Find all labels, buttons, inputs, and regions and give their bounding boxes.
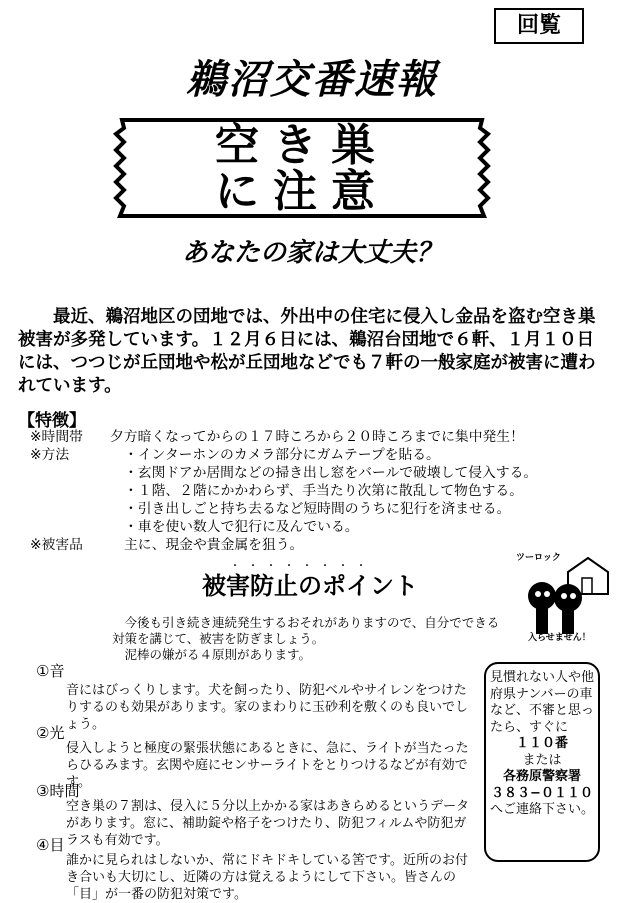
items-label: ※被害品 bbox=[30, 537, 83, 553]
police-phone-number: ３８３−０１１０ bbox=[491, 785, 593, 801]
method-item: ・引き出しごと持ち去るなど短時間のうちに犯行を済ませる。 bbox=[124, 501, 511, 517]
report-callout-box bbox=[484, 662, 600, 862]
method-item: ・車を使い数人で犯行に及んでいる。 bbox=[124, 519, 359, 535]
section-body: 音にはびっくりします。犬を飼ったり、防犯ベルやサイレンをつけたりするのも効果があります。家のまわりに玉砂利を敷くのも良いでしょう。 bbox=[66, 683, 468, 732]
method-item: ・玄関ドアか居間などの掃き出し窓をバールで破壊して侵入する。 bbox=[124, 465, 538, 481]
time-text: 夕方暗くなってからの１７時ころから２０時ころまでに集中発生！ bbox=[110, 429, 524, 445]
intro-paragraph: 最近、鵜沼地区の団地では、外出中の住宅に侵入し金品を盗む空き巣被害が多発しています。１２月６日には、鵜沼台団地で６軒、１月１０日には、つつじが丘団地や松が丘団地などでも７軒の一般家庭が被害に遭われています。 bbox=[18, 307, 596, 396]
circulation-stamp: 回覧 bbox=[494, 8, 584, 44]
points-lead bbox=[112, 615, 502, 663]
features-title: 【特徴】 bbox=[18, 411, 86, 431]
section-title: ③時間 bbox=[36, 782, 80, 800]
decorative-dots: ・・・・・・・・ bbox=[230, 561, 374, 572]
method-item: ・インターホンのカメラ部分にガムテープを貼る。 bbox=[124, 447, 440, 463]
illustration-caption-top: ツーロック bbox=[516, 553, 561, 563]
section-title: ④目 bbox=[36, 836, 65, 854]
method-item: ・１階、２階にかかわらず、手当たり次第に散乱して物色する。 bbox=[124, 483, 524, 499]
method-label: ※方法 bbox=[30, 447, 70, 463]
callout-closing: へご連絡下さい。 bbox=[490, 802, 595, 817]
section-body: 侵入しようと極度の緊張状態にあるときに、急に、ライトが当たったらひるみます。玄関や庭にセンサーライトをとりつけるなどが有効です。 bbox=[66, 741, 469, 790]
section-body: 空き巣の７割は、侵入に５分以上かかる家はあきらめるというデータがあります。窓に、補助錠や格子をつけたり、防犯フィルムや防犯ガラスも有効です。 bbox=[66, 799, 470, 848]
emergency-number: １１０番 bbox=[515, 736, 568, 751]
section-body: 誰かに見られはしないか、常にドキドキしている筈です。近所のお付き合いも大切にし、近隣の方は覚えるようにして下さい。皆さんの「目」が一番の防犯対策です。 bbox=[66, 853, 468, 902]
title-banner bbox=[112, 116, 492, 220]
banner-line-2: に注意 bbox=[215, 166, 389, 217]
section-title: ②光 bbox=[36, 724, 65, 742]
lock-mascot-icon bbox=[498, 550, 610, 642]
points-title: 被害防止のポイント bbox=[202, 572, 418, 600]
police-station-name: 各務原警察署 bbox=[502, 769, 581, 784]
points-rule-intro: 泥棒の嫌がる４原則があります。 bbox=[124, 647, 312, 662]
callout-or: または bbox=[522, 752, 562, 768]
subheadline: あなたの家は大丈夫？ bbox=[181, 238, 442, 268]
two-lock-illustration bbox=[498, 550, 610, 642]
section-title: ①音 bbox=[36, 662, 65, 680]
banner-line-1: 空き巣 bbox=[215, 120, 389, 171]
items-text: 主に、現金や貴金属を狙う。 bbox=[124, 537, 304, 553]
time-label: ※時間帯 bbox=[30, 429, 83, 445]
callout-text: 見慣れない人や他府県ナンバーの車など、不審と思ったら、すぐに bbox=[490, 670, 595, 735]
points-lead-text: 今後も引き続き連続発生するおそれがありますので、自分でできる対策を講じて、被害を防ぎましょう。 bbox=[112, 615, 500, 646]
illustration-caption-bottom: 入らせません！ bbox=[528, 633, 591, 643]
headline: 鵜沼交番速報 bbox=[186, 56, 438, 103]
